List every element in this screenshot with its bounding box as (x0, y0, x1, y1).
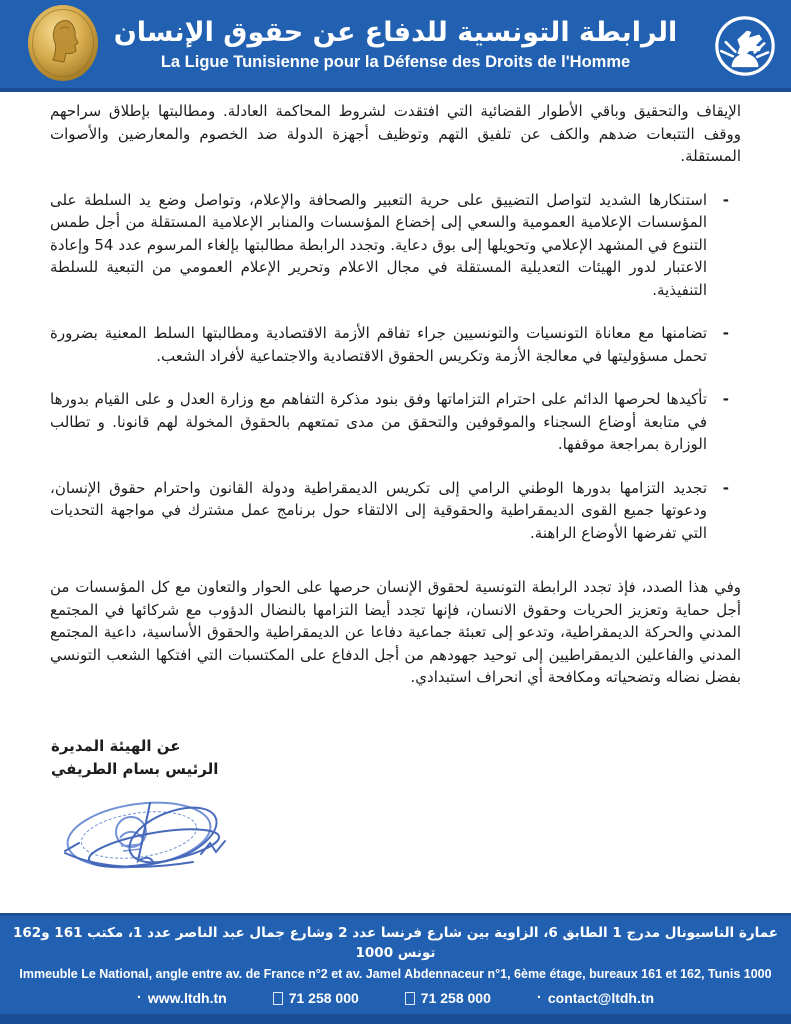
phone-number: 71 258 000 (288, 990, 359, 1006)
dot-separator: · (536, 989, 542, 1006)
email-item (537, 988, 654, 1008)
list-item-text: استنكارها الشديد لتواصل التضييق على حرية التعبير والصحافة والإعلام، وتواصل وضع يد السلطة على المؤسسات الإعلامية العمومية والسعي إلى إخضاع المؤسسات والمنابر الإعلامية المستقلة من أجل طمس التنوع في المشهد الإعلامي وتحويلها إلى بوق دعاية. وتجدد الرابطة مطالبتها بإلغاء المرسوم عدد 54 وإعادة الاعتبار لدور الهيئات التعديلية المستقلة في مجال الاعلام وتحرير الإعلام العمومي من التبعية للسلطة التنفيذية. (50, 190, 707, 299)
document-body (0, 92, 791, 913)
intro-paragraph: الإيقاف والتحقيق وباقي الأطوار القضائية التي افتقدت لشروط المحاكمة العادلة. ومطالبتها بإطلاق سراحهم ووقف التتبعات ضدهم والكف عن تلفيق التهم وتوظيف أجهزة الدولة ضد الخصوم والمعارضين والأصوات المستقلة. (50, 102, 741, 165)
list-item (50, 189, 741, 302)
dash-bullet-icon: - (722, 324, 729, 342)
signature-block (51, 735, 281, 890)
org-title-arabic: الرابطة التونسية للدفاع عن حقوق الإنسان (113, 17, 678, 49)
list-item (50, 477, 741, 545)
signature-role: عن الهيئة المديرة (51, 736, 181, 755)
closing-paragraph: وفي هذا الصدد، فإذ تجدد الرابطة التونسية لحقوق الإنسان حرصها على الحوار والتعاون مع كل المؤسسات من أجل حماية وتعزيز الحريات وحقوق الانسان، فإنها تجدد أيضا التزامها بالنضال الدؤوب مع شركائها في المجتمع المدني والحركة الديمقراطية، وتدعو إلى تعبئة جماعية دفاعا عن الديمقراطية والحقوق الأساسية، داعية المجتمع المدني والفاعلين الديمقراطيين إلى توحيد جهودهم من أجل الدفاع على المكتسبات التي افتكها الشعب التونسي بفضل نضاله وتضحياته ومكافحة أي انحراف استبدادي. (50, 578, 741, 686)
footer-band (0, 913, 791, 1024)
footer-bottom-strip (0, 1014, 791, 1024)
address-french: Immeuble Le National, angle entre av. de France n°2 et av. Jamel Abdennaceur n°1, 6ème étage, bureaux 161 et 162, Tunis 1000 (19, 967, 772, 981)
list-item-text: تأكيدها لحرصها الدائم على احترام التزاماتها وفق بنود مذكرة التفاهم مع وزارة العدل و على القيام بدورها في متابعة أوضاع السجناء والموقوفين والتحقق من مدى تمتعهم بالحقوق المخولة لهم قانونا. و تطالب الوزارة بمراجعة موقفها. (50, 390, 707, 453)
dash-bullet-icon: - (722, 190, 729, 209)
contact-line (137, 988, 654, 1008)
email-text: contact@ltdh.tn (547, 990, 655, 1006)
dot-separator: · (136, 989, 142, 1006)
list-item-text: تجديد التزامها بدورها الوطني الرامي إلى تكريس الديمقراطية ودولة القانون واحترام حقوق الإنسان، ودعوتها جميع القوى الديمقراطية والحقوقية إلى الالتقاء حول برنامج عمل مشترك في مواجهة التحديات التي تفرضها الأوضاع الراهنة. (50, 478, 707, 542)
dash-bullet-icon: - (722, 478, 729, 497)
letterhead-band (0, 0, 791, 92)
dash-bullet-icon: - (722, 390, 729, 408)
phone-item (273, 988, 359, 1008)
org-title-french: La Ligue Tunisienne pour la Défense des Droits de l'Homme (160, 52, 631, 71)
letterhead-titles (0, 17, 791, 71)
fax-icon (405, 992, 415, 1005)
website-text: www.ltdh.tn (147, 990, 227, 1006)
fax-item (405, 988, 491, 1008)
ltdh-logo-icon (713, 14, 777, 82)
list-item (50, 322, 741, 367)
list-item-text: تضامنها مع معاناة التونسيات والتونسيين جراء تفاقم الأزمة الاقتصادية ومطالبتها السلط المعنية بضرورة تحمل مسؤوليتها في معالجة الأزمة وتكريس الحقوق الاقتصادية والاجتماعية لأفراد الشعب. (50, 324, 707, 365)
fax-number: 71 258 000 (420, 990, 491, 1006)
address-arabic: عمارة الناسيونال مدرج 1 الطابق 6، الزاوية بين شارع فرنسا عدد 2 وشارع جمال عبد الناصر عدد 1، مكتب 161 و162 تونس 1000 (13, 925, 778, 961)
nobel-medal-icon (26, 3, 100, 87)
list-item (50, 388, 741, 456)
stamp-signature-icon (51, 791, 291, 890)
bullet-list (50, 189, 741, 545)
website-item (137, 988, 227, 1008)
signature-name: الرئيس بسام الطريفي (51, 759, 219, 778)
phone-icon (273, 992, 283, 1005)
